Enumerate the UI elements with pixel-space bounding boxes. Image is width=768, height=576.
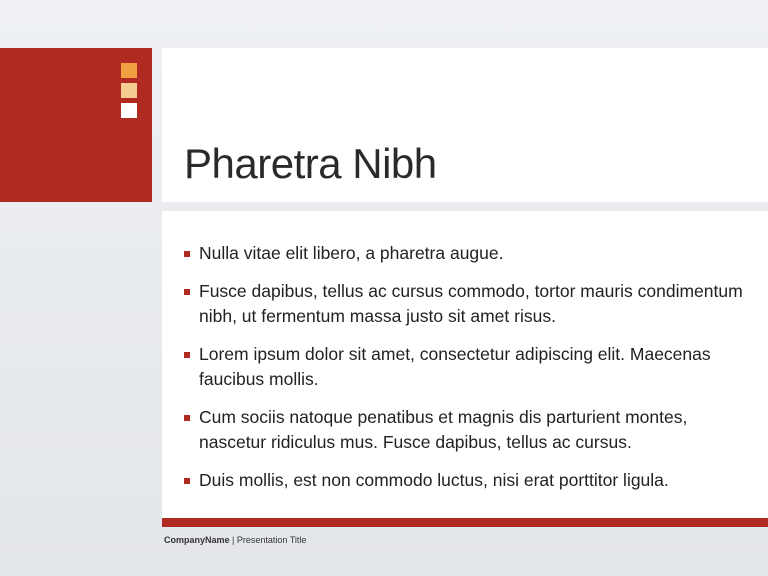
bullet-square-icon (184, 478, 190, 484)
bullet-square-icon (184, 289, 190, 295)
bullet-item (184, 468, 744, 493)
bullet-text: Cum sociis natoque penatibus et magnis dis parturient montes, nascetur ridiculus mus. Fusce dapibus, tellus ac cursus. (199, 407, 688, 452)
bullet-square-icon (184, 415, 190, 421)
bullet-item (184, 405, 744, 455)
bullet-text: Duis mollis, est non commodo luctus, nisi erat porttitor ligula. (199, 470, 669, 490)
bullet-square-icon (184, 352, 190, 358)
decor-square-orange (121, 63, 137, 78)
footer-separator: | (229, 535, 237, 545)
slide-title: Pharetra Nibh (184, 140, 437, 187)
bullet-item (184, 342, 744, 392)
bullet-text: Lorem ipsum dolor sit amet, consectetur adipiscing elit. Maecenas faucibus mollis. (199, 344, 711, 389)
bullet-item (184, 241, 744, 266)
footer-presentation-title: Presentation Title (236, 535, 307, 545)
decor-square-white (121, 103, 137, 118)
footer (164, 535, 306, 545)
bullet-list (184, 241, 744, 506)
bullet-item (184, 279, 744, 329)
bullet-text: Nulla vitae elit libero, a pharetra augue. (199, 243, 504, 263)
bullet-square-icon (184, 251, 190, 257)
footer-accent-bar (162, 518, 768, 527)
footer-company: CompanyName (164, 535, 230, 545)
bullet-text: Fusce dapibus, tellus ac cursus commodo, tortor mauris condimentum nibh, ut fermentum massa justo sit amet risus. (199, 281, 743, 326)
decor-square-light-orange (121, 83, 137, 98)
